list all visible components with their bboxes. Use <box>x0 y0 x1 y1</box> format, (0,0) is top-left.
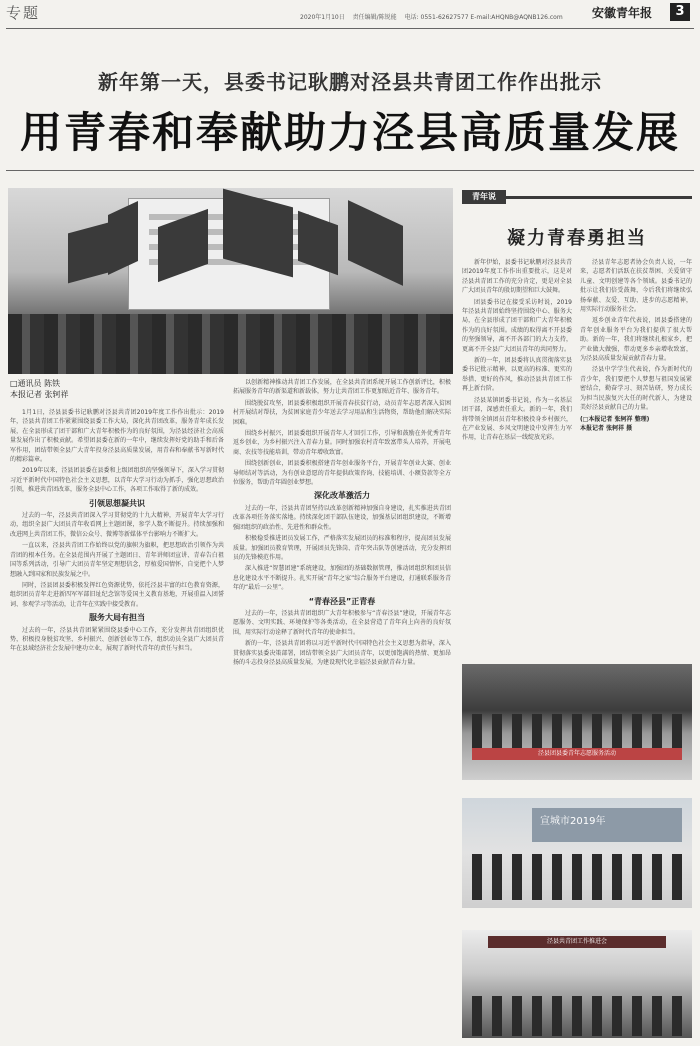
paragraph: 新的一年，泾县共青团将以习近平新时代中国特色社会主义思想为指导，深入贯彻落实县委决策部署，团结带领全县广大团员青年，以更加饱满的热情、更加昂扬的斗志投身泾县高质量发展，为建设现代化幸福泾县贡献青春力量。 <box>233 640 451 666</box>
paragraph: 一直以来，泾县共青团工作始终以党的旗帜为旗帜，把思想政治引领作为共青团的根本任务。在全县范围内开展了主题团日、青年讲师团宣讲、青春告白祖国等系列活动，引导广大团员青年坚定理想信念，厚植爱国情怀，自觉把个人梦想融入到国家和民族发展之中。 <box>10 542 224 578</box>
paragraph: 团县委书记在接受采访时说，2019年泾县共青团始终坚持围绕中心、服务大局，在全县形成了团干部和广大青年积极作为的良好氛围。成绩的取得离不开县委的坚强领导，离不开各部门的大力支持，更离不开全县广大团员青年的共同努力。 <box>462 298 572 353</box>
paragraph: 新的一年，团县委将认真贯彻落实县委书记批示精神，以更高的标准、更实的举措、更好的作风，推动泾县共青团工作再上新台阶。 <box>462 357 572 393</box>
paragraph: 2019年以来，泾县团县委在县委和上级团组织的坚强领导下，深入学习贯彻习近平新时代中国特色社会主义思想，以青年大学习行动为抓手，强化思想政治引领，推进共青团改革，服务全县中心工作，各项工作取得了新的成效。 <box>10 467 224 494</box>
article-column-1 <box>10 408 224 1038</box>
sidebar-signoff: (□本报记者 张轲祥 整理) <box>580 415 650 423</box>
byline-staff: 本报记者 张轲祥 <box>10 390 69 399</box>
paragraph: 同时，泾县团县委积极发挥红色资源优势，依托泾县丰富的红色教育资源，组织团员青年走进新四军军部旧址纪念馆等爱国主义教育基地，开展重温入团誓词、参观学习等活动，让青年在实践中接受教育。 <box>10 581 224 608</box>
photo-banner: 宣城市2019年 <box>532 808 682 842</box>
paragraph: 过去的一年，泾县共青团坚持以改革创新精神加强自身建设，扎实推进共青团改革各项任务落实落地。持续深化团干部队伍建设，加强基层团组织建设，不断增强团组织的政治性、先进性和群众性。 <box>233 504 451 531</box>
paragraph: 1月1日，泾县县委书记耿鹏对泾县共青团2019年度工作作出批示：2019年，泾县共青团工作紧紧围绕县委工作大局，深化共青团改革，服务青年成长发展，在全县形成了团干部和广大青年积极作为的良好氛围，为泾县经济社会高质量发展作出了积极贡献。希望团县委在新的一年中，继续发挥好党的助手和后备军作用，团结带领全县广大青年投身泾县高质量发展，用青春和奉献书写新时代的精彩篇章。 <box>10 409 224 464</box>
sidebar-photo-3 <box>462 930 692 1038</box>
sidebar-column-2 <box>580 258 692 656</box>
main-photo <box>8 188 453 374</box>
paragraph: 泾县中学学生代表说，作为新时代的青少年，我们要把个人梦想与祖国发展紧密结合，勤奋学习、刻苦钻研，努力成长为担当民族复兴大任的时代新人，为建设美好泾县贡献自己的力量。 <box>580 366 692 412</box>
byline-reporter: □通讯员 陈铁 <box>10 379 61 388</box>
page-number: 3 <box>670 3 690 21</box>
article-column-2 <box>233 378 451 1038</box>
section-heading: 服务大局有担当 <box>89 613 145 623</box>
photo-banner: 泾县团县委青年志愿服务活动 <box>472 748 682 760</box>
photo-banner: 泾县共青团工作推进会 <box>488 936 666 948</box>
sidebar-photo-2 <box>462 798 692 908</box>
paragraph: 过去的一年，泾县共青团紧紧围绕县委中心工作，充分发挥共青团组织优势，积极投身脱贫攻坚、乡村振兴、创新创业等工作，组织动员全县广大团员青年在县域经济社会发展中建功立业，展现了新时代青年的责任与担当。 <box>10 626 224 653</box>
paragraph: 积极稳妥推进团员发展工作，严格落实发展团员的标准和程序，提高团员发展质量。加强团员教育管理，开展团员先锋岗、青年突击队等创建活动，充分发挥团员的先锋模范作用。 <box>233 535 451 561</box>
paragraph: 返乡创业青年代表说，团县委搭建的青年创业服务平台为我们提供了很大帮助。新的一年，我们将继续扎根家乡，把产业做大做强，带动更多乡亲增收致富，为泾县高质量发展贡献青春力量。 <box>580 317 692 363</box>
byline <box>10 378 69 400</box>
section-heading: “青春泾县”正青春 <box>308 596 376 606</box>
paragraph: 过去的一年，泾县共青团组织广大青年积极参与“青春泾县”建设，开展青年志愿服务、文明实践、环境保护等各类活动，在全县营造了青年向上向善的良好氛围，用实际行动诠释了新时代青年的使命担当。 <box>233 609 451 636</box>
paper-name: 安徽青年报 <box>592 6 653 20</box>
sidebar-photo-1 <box>462 664 692 780</box>
info-editor: 责任编辑/陈锐能 <box>352 14 397 21</box>
sidebar-tag: 青年说 <box>462 190 506 204</box>
section-heading: 引领思想凝共识 <box>89 498 145 508</box>
info-date: 2020年1月10日 <box>300 14 345 21</box>
article-subheadline: 新年第一天，县委书记耿鹏对泾县共青团工作作出批示 <box>98 70 602 94</box>
paragraph: 深入推进“智慧团建”系统建设，加强团的基础数据管理，推动团组织和团员信息化建设水平不断提升。扎实开展“青年之家”综合服务平台建设，打通联系服务青年的“最后一公里”。 <box>233 565 451 592</box>
masthead-info <box>300 12 569 21</box>
sidebar-photo-credit: 本报记者 张轲祥 摄 <box>580 424 633 432</box>
header-rule <box>6 28 694 29</box>
paragraph: 泾县某镇团委书记说，作为一名基层团干部，深感责任重大。新的一年，我们将带领全镇团员青年积极投身乡村振兴，在产业发展、乡风文明建设中发挥生力军作用，让青春在基层一线绽放光彩。 <box>462 396 572 442</box>
sidebar-title: 凝力青春勇担当 <box>507 228 647 249</box>
paragraph: 泾县青年志愿者协会负责人说，一年来，志愿者们活跃在扶贫帮困、关爱留守儿童、文明创建等各个领域。县委书记的批示让我们倍受鼓舞，今后我们将继续弘扬奉献、友爱、互助、进步的志愿精神，用实际行动服务社会。 <box>580 259 692 314</box>
paragraph: 围绕创新创业，团县委积极搭建青年创业服务平台，开展青年创业大赛、创业导师结对等活动，为有创业意愿的青年提供政策咨询、技能培训、小额贷款等全方位服务，帮助青年圆创业梦想。 <box>233 460 451 487</box>
headline-rule <box>6 170 694 171</box>
paragraph: 新年伊始，县委书记耿鹏对泾县共青团2019年度工作作出重要批示，这是对泾县共青团工作的充分肯定，更是对全县广大团员青年的殷切期望和巨大鼓舞。 <box>462 259 572 295</box>
paragraph: 以创新精神推动共青团工作发展，在全县共青团系统开展工作创新评比，积极拓展服务青年的新渠道和新载体，努力让共青团工作更加贴近青年、服务青年。 <box>233 379 451 396</box>
crowd-shape <box>8 314 453 374</box>
info-contact: 电话: 0551-62627577 E-mail:AHQNB@AQNB126.com <box>404 14 563 21</box>
paragraph: 过去的一年，泾县共青团深入学习贯彻党的十九大精神，开展青年大学习行动，组织全县广大团员青年收看网上主题团课，参学人数不断提升。持续加强和改进网上共青团工作，微信公众号、微博等新媒体平台影响力不断扩大。 <box>10 512 224 538</box>
section-label: 专题 <box>6 4 41 22</box>
sidebar-column-1 <box>462 258 572 656</box>
paragraph: 围绕脱贫攻坚，团县委积极组织开展青春扶贫行动，动员青年志愿者深入贫困村开展结对帮扶，为贫困家庭青少年送去学习用品和生活物资，帮助他们解决实际困难。 <box>233 399 451 426</box>
article-headline: 用青春和奉献助力泾县高质量发展 <box>19 108 680 157</box>
paragraph: 围绕乡村振兴，团县委组织开展青年人才回引工作，引导和鼓励在外优秀青年返乡创业，为乡村振兴注入青春力量。同时加强农村青年致富带头人培养，开展电商、农技等技能培训，带动青年增收致富。 <box>233 430 451 456</box>
sidebar-tag-rule <box>506 196 692 199</box>
section-heading: 深化改革激活力 <box>314 491 370 501</box>
